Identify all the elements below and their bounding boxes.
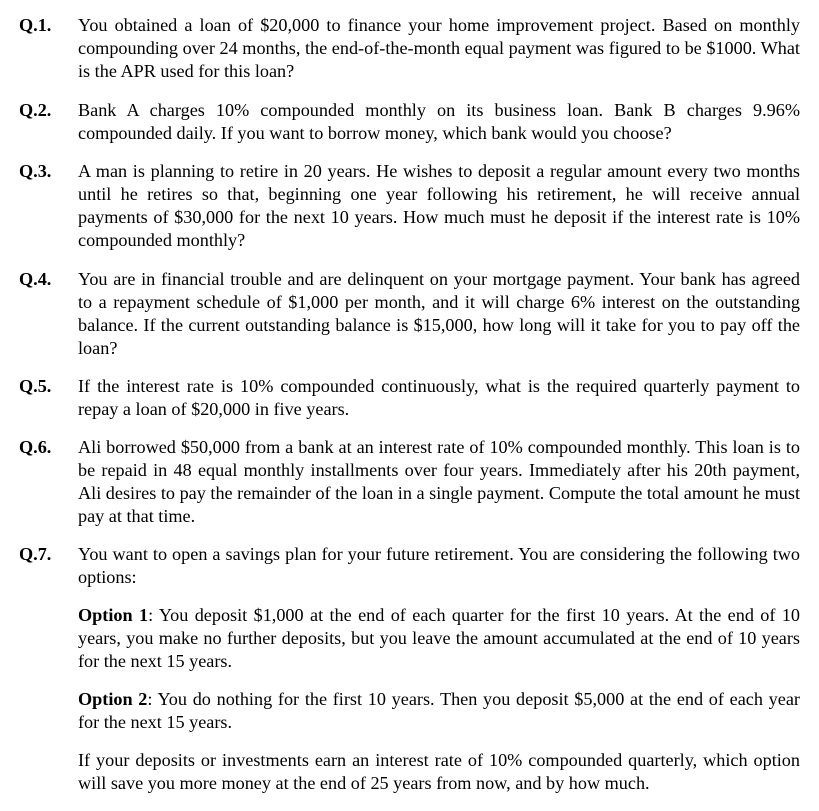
question-number: Q.3. <box>19 161 52 181</box>
question-text: Ali borrowed $50,000 from a bank at an interest rate of 10% compounded monthly. This loan is to be repaid in 48 equal monthly installments over four years. Immediately after his 20th payment, Ali desires to pay the remainder of the loan in a single payment. Compute the total amount he must pay at that time. <box>78 437 800 526</box>
option-2-text: : You do nothing for the first 10 years. Then you deposit $5,000 at the end of each year for the next 15 years. <box>78 689 800 732</box>
question-closing: If your deposits or investments earn an interest rate of 10% compounded quarterly, which option will save you more money at the end of 25 years from now, and by how much. <box>78 750 800 793</box>
option-2-label: Option 2 <box>78 689 148 709</box>
question-number: Q.2. <box>19 100 52 120</box>
option-2 <box>78 688 800 734</box>
question-text: You obtained a loan of $20,000 to finance your home improvement project. Based on monthly compounding over 24 months, the end-of-the-month equal payment was figured to be $1000. What is the APR used for this loan? <box>78 15 800 81</box>
question-text: If the interest rate is 10% compounded continuously, what is the required quarterly payment to repay a loan of $20,000 in five years. <box>78 376 800 419</box>
question-number: Q.5. <box>19 376 52 396</box>
question-intro: You want to open a savings plan for your future retirement. You are considering the following two options: <box>78 544 800 587</box>
question-number: Q.6. <box>19 437 52 457</box>
question-body <box>78 543 800 795</box>
question-number: Q.7. <box>19 544 52 564</box>
question-text: A man is planning to retire in 20 years. He wishes to deposit a regular amount every two months until he retires so that, beginning one year following his retirement, he will receive annual payments of $30,000 for the next 10 years. How much must he deposit if the interest rate is 10% compounded monthly? <box>78 161 800 250</box>
option-1-label: Option 1 <box>78 605 149 625</box>
question-text: Bank A charges 10% compounded monthly on its business loan. Bank B charges 9.96% compounded daily. If you want to borrow money, which bank would you choose? <box>78 100 800 143</box>
question-number: Q.1. <box>19 15 52 35</box>
question-text: You are in financial trouble and are delinquent on your mortgage payment. Your bank has agreed to a repayment schedule of $1,000 per month, and it will charge 6% interest on the outstanding balance. If the current outstanding balance is $15,000, how long will it take for you to pay off the loan? <box>78 269 800 358</box>
option-1 <box>78 604 800 673</box>
option-1-text: : You deposit $1,000 at the end of each quarter for the first 10 years. At the end of 10 years, you make no further deposits, but you leave the amount accumulated at the end of 10 years for the next 15 years. <box>78 605 801 671</box>
question-number: Q.4. <box>19 269 52 289</box>
